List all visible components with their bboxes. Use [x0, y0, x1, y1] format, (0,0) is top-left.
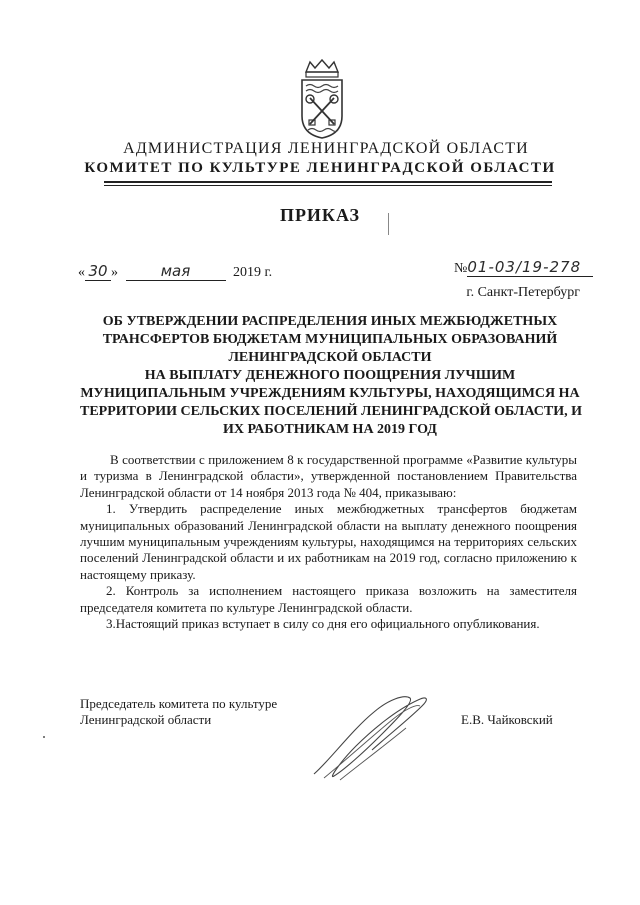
date-month: мая	[126, 262, 226, 281]
date-quote-close: »	[111, 265, 118, 280]
document-body	[80, 452, 577, 632]
subject-line: ИХ РАБОТНИКАМ НА 2019 ГОД	[223, 422, 437, 437]
header-divider-thin	[104, 185, 552, 186]
subject-line: ТЕРРИТОРИИ СЕЛЬСКИХ ПОСЕЛЕНИЙ ЛЕНИНГРАДСКОЙ ОБЛАСТИ, И	[80, 404, 582, 419]
coat-of-arms-icon	[300, 58, 344, 140]
handwritten-signature	[300, 690, 440, 782]
subject-line: МУНИЦИПАЛЬНЫМ УЧРЕЖДЕНИЯМ КУЛЬТУРЫ, НАХОДЯЩИМСЯ НА	[80, 386, 580, 401]
date-year: 2019 г.	[233, 265, 273, 280]
document-date	[78, 262, 272, 281]
body-item-3: 3.Настоящий приказ вступает в силу со дня его официального опубликования.	[106, 616, 540, 632]
header-divider-thick	[104, 181, 552, 183]
document-city: г. Санкт-Петербург	[466, 285, 580, 300]
document-number	[454, 258, 593, 277]
signer-position-line2: Ленинградской области	[80, 712, 212, 727]
number-prefix: №	[454, 261, 468, 276]
signer-position-line1: Председатель комитета по культуре	[80, 696, 278, 711]
body-preamble: В соответствии с приложением 8 к государственной программе «Развитие культуры и туризма в Ленинградской области», утвержденной постановлением Правительства Ленинградской области от 14 ноября 2013 года № 404, приказываю:	[80, 452, 577, 500]
date-day: 30	[85, 262, 111, 281]
signer-position	[80, 696, 277, 728]
margin-mark	[388, 213, 389, 235]
document-title: ПРИКАЗ	[279, 205, 361, 225]
number-value: 01-03/19-278	[467, 258, 593, 277]
subject-line: ОБ УТВЕРЖДЕНИИ РАСПРЕДЕЛЕНИЯ ИНЫХ МЕЖБЮДЖЕТНЫХ	[102, 314, 558, 329]
subject-line: ЛЕНИНГРАДСКОЙ ОБЛАСТИ	[228, 350, 432, 365]
body-item-1: 1. Утвердить распределение иных межбюджетных трансфертов бюджетам муниципальных образований Ленинградской области на выплату денежного поощрения лучшим муниципальным учреждениям культуры, находящимся на территориях сельских поселений Ленинградской области и их работникам на 2019 год, согласно приложению к настоящему приказу.	[80, 501, 577, 582]
body-item-2: 2. Контроль за исполнением настоящего приказа возложить на заместителя председателя комитета по культуре Ленинградской области.	[80, 583, 577, 615]
org-name-administration: АДМИНИСТРАЦИЯ ЛЕНИНГРАДСКОЙ ОБЛАСТИ	[123, 140, 529, 157]
signer-name: Е.В. Чайковский	[461, 712, 553, 727]
scan-speck	[43, 736, 45, 738]
subject-line: НА ВЫПЛАТУ ДЕНЕЖНОГО ПООЩРЕНИЯ ЛУЧШИМ	[144, 368, 516, 383]
document-subject	[80, 313, 580, 439]
date-quote-open: «	[78, 265, 85, 280]
subject-line: ТРАНСФЕРТОВ БЮДЖЕТАМ МУНИЦИПАЛЬНЫХ ОБРАЗОВАНИЙ	[102, 332, 558, 347]
org-name-committee: КОМИТЕТ ПО КУЛЬТУРЕ ЛЕНИНГРАДСКОЙ ОБЛАСТИ	[84, 160, 556, 176]
